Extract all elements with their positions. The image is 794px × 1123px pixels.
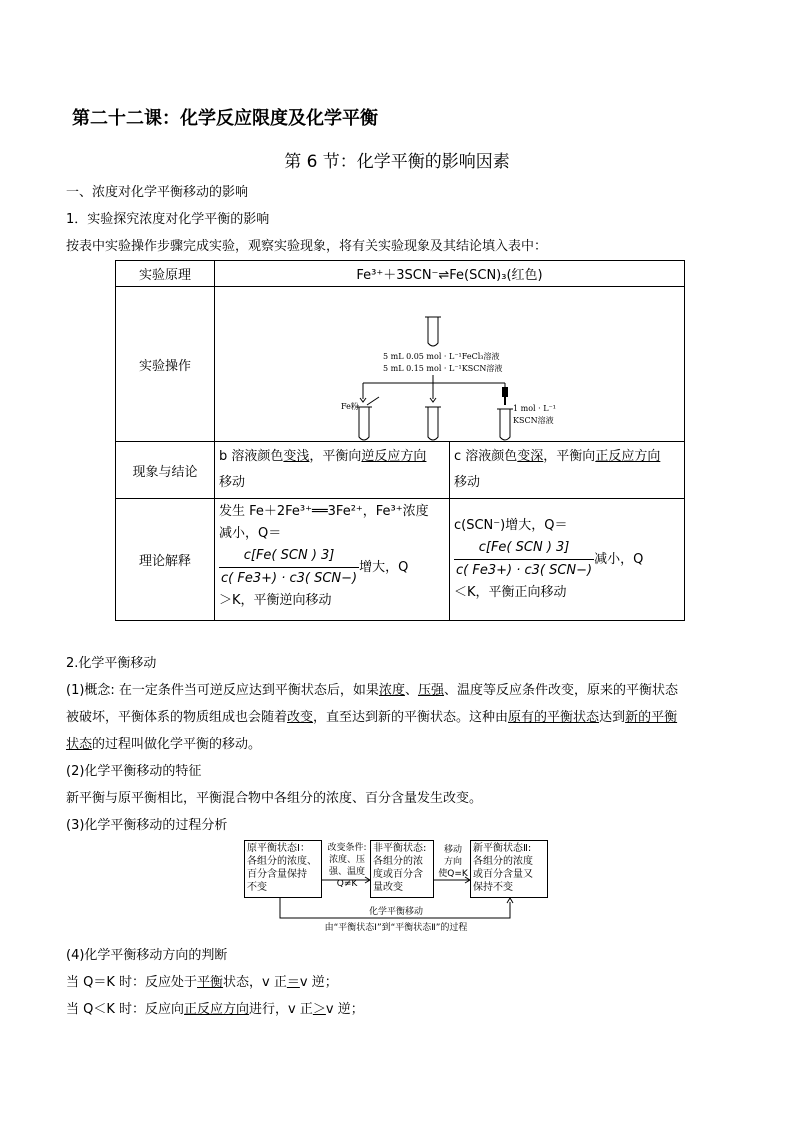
- flow-box-new: 新平衡状态Ⅱ: 各组分的浓度 或百分含量又 保持不变: [470, 840, 548, 898]
- features-text: 新平衡与原平衡相比，平衡混合物中各组分的浓度、百分含量发生改变。: [66, 791, 483, 806]
- heading-equilibrium-shift: 2.化学平衡移动: [66, 656, 157, 671]
- lesson-title: 第二十二课：化学反应限度及化学平衡: [72, 108, 378, 129]
- intro-text: 按表中实验操作步骤完成实验，观察实验现象，将有关实验现象及其结论填入表中：: [66, 239, 548, 254]
- heading-process: (3)化学平衡移动的过程分析: [66, 818, 228, 833]
- flow-bottom-caption: 由“平衡状态Ⅰ”到“平衡状态Ⅱ”的过程: [324, 923, 468, 933]
- row-operation-label: 实验操作: [116, 287, 215, 442]
- flow-box-original: 原平衡状态Ⅰ： 各组分的浓度、 百分含量保持 不变: [244, 840, 322, 898]
- theory-c: c(SCN⁻)增大，Q＝ $\frac{\text{c[Fe( SCN ) 3]}}{\text{c( Fe3+) · c3( SCN−)}}$ 减小，Q ＜K，平衡正向移动: [450, 499, 685, 621]
- row-principle-label: 实验原理: [116, 261, 215, 287]
- phenomenon-b: b 溶液颜色变浅，平衡向逆反应方向 移动: [215, 442, 450, 499]
- row-theory-label: 理论解释: [116, 499, 215, 621]
- concept-line-2: 被破坏，平衡体系的物质组成也会随着改变，直至达到新的平衡状态。这种由原有的平衡状态达到新的平衡: [66, 710, 678, 725]
- spatula-icon: [367, 397, 379, 405]
- fe-powder-label: Fe粉: [341, 402, 359, 411]
- flow-bottom-label: 化学平衡移动: [368, 907, 423, 917]
- flow-box-nonequilibrium: 非平衡状态: 各组分的浓 度或百分含 量改变: [370, 840, 434, 898]
- distribution-lines: [360, 375, 505, 402]
- op-line2: 5 mL 0.15 mol · L⁻¹KSCN溶液: [383, 364, 503, 373]
- q-fraction-c: $\frac{\text{c[Fe( SCN ) 3]}}{\text{c( Fe3+) · c3( SCN−)}}$: [454, 537, 594, 582]
- tube-c-icon: [497, 409, 513, 440]
- row-phenomenon-label: 现象与结论: [116, 442, 215, 499]
- kscn-label-2: KSCN溶液: [513, 416, 554, 425]
- heading-features: (2)化学平衡移动的特征: [66, 764, 202, 779]
- reaction-equation: Fe³⁺＋3SCN⁻⇌Fe(SCN)₃(红色): [215, 261, 685, 287]
- judge-equal: 当 Q＝K 时：反应处于平衡状态，v 正＝v 逆；: [66, 975, 338, 990]
- top-tube-icon: [425, 317, 441, 346]
- tube-b-icon: [356, 407, 372, 440]
- concept-line-1: (1)概念: 在一定条件当可逆反应达到平衡状态后，如果浓度、压强、温度等反应条件改变，原来的平衡状态: [66, 683, 678, 698]
- process-flowchart: [244, 840, 548, 936]
- concept-line-3: 状态的过程叫做化学平衡的移动。: [66, 737, 262, 752]
- dropper-icon: [502, 387, 508, 405]
- heading-experiment: 1．实验探究浓度对化学平衡的影响: [66, 212, 270, 227]
- flow-shift-direction: 移动 方向 使Q=K: [438, 845, 468, 879]
- theory-b: 发生 Fe＋2Fe³⁺══3Fe²⁺，Fe³⁺浓度 减小，Q＝ $\frac{\text{c[Fe( SCN ) 3]}}{\text{c( Fe3+) · c3( SCN−)}}$ 增大，Q ＞K，平衡逆向移动: [215, 499, 450, 621]
- op-line1: 5 mL 0.05 mol · L⁻¹FeCl₃溶液: [383, 352, 500, 361]
- judge-less: 当 Q＜K 时：反应向正反应方向进行，v 正＞v 逆；: [66, 1002, 364, 1017]
- heading-direction: (4)化学平衡移动方向的判断: [66, 948, 228, 963]
- kscn-label-1: 1 mol · L⁻¹: [513, 404, 556, 413]
- heading-concentration: 一、浓度对化学平衡移动的影响: [66, 185, 249, 200]
- section-subtitle: 第 6 节：化学平衡的影响因素: [284, 152, 510, 172]
- experiment-diagram: [215, 287, 683, 441]
- experiment-table: [115, 260, 685, 621]
- phenomenon-c: c 溶液颜色变深，平衡向正反应方向 移动: [450, 442, 685, 499]
- tube-a-icon: [425, 407, 441, 440]
- q-fraction-b: $\frac{\text{c[Fe( SCN ) 3]}}{\text{c( Fe3+) · c3( SCN−)}}$: [219, 545, 359, 590]
- flow-change-conditions: 改变条件: 浓度、压 强、温度 Q≠K: [327, 843, 367, 889]
